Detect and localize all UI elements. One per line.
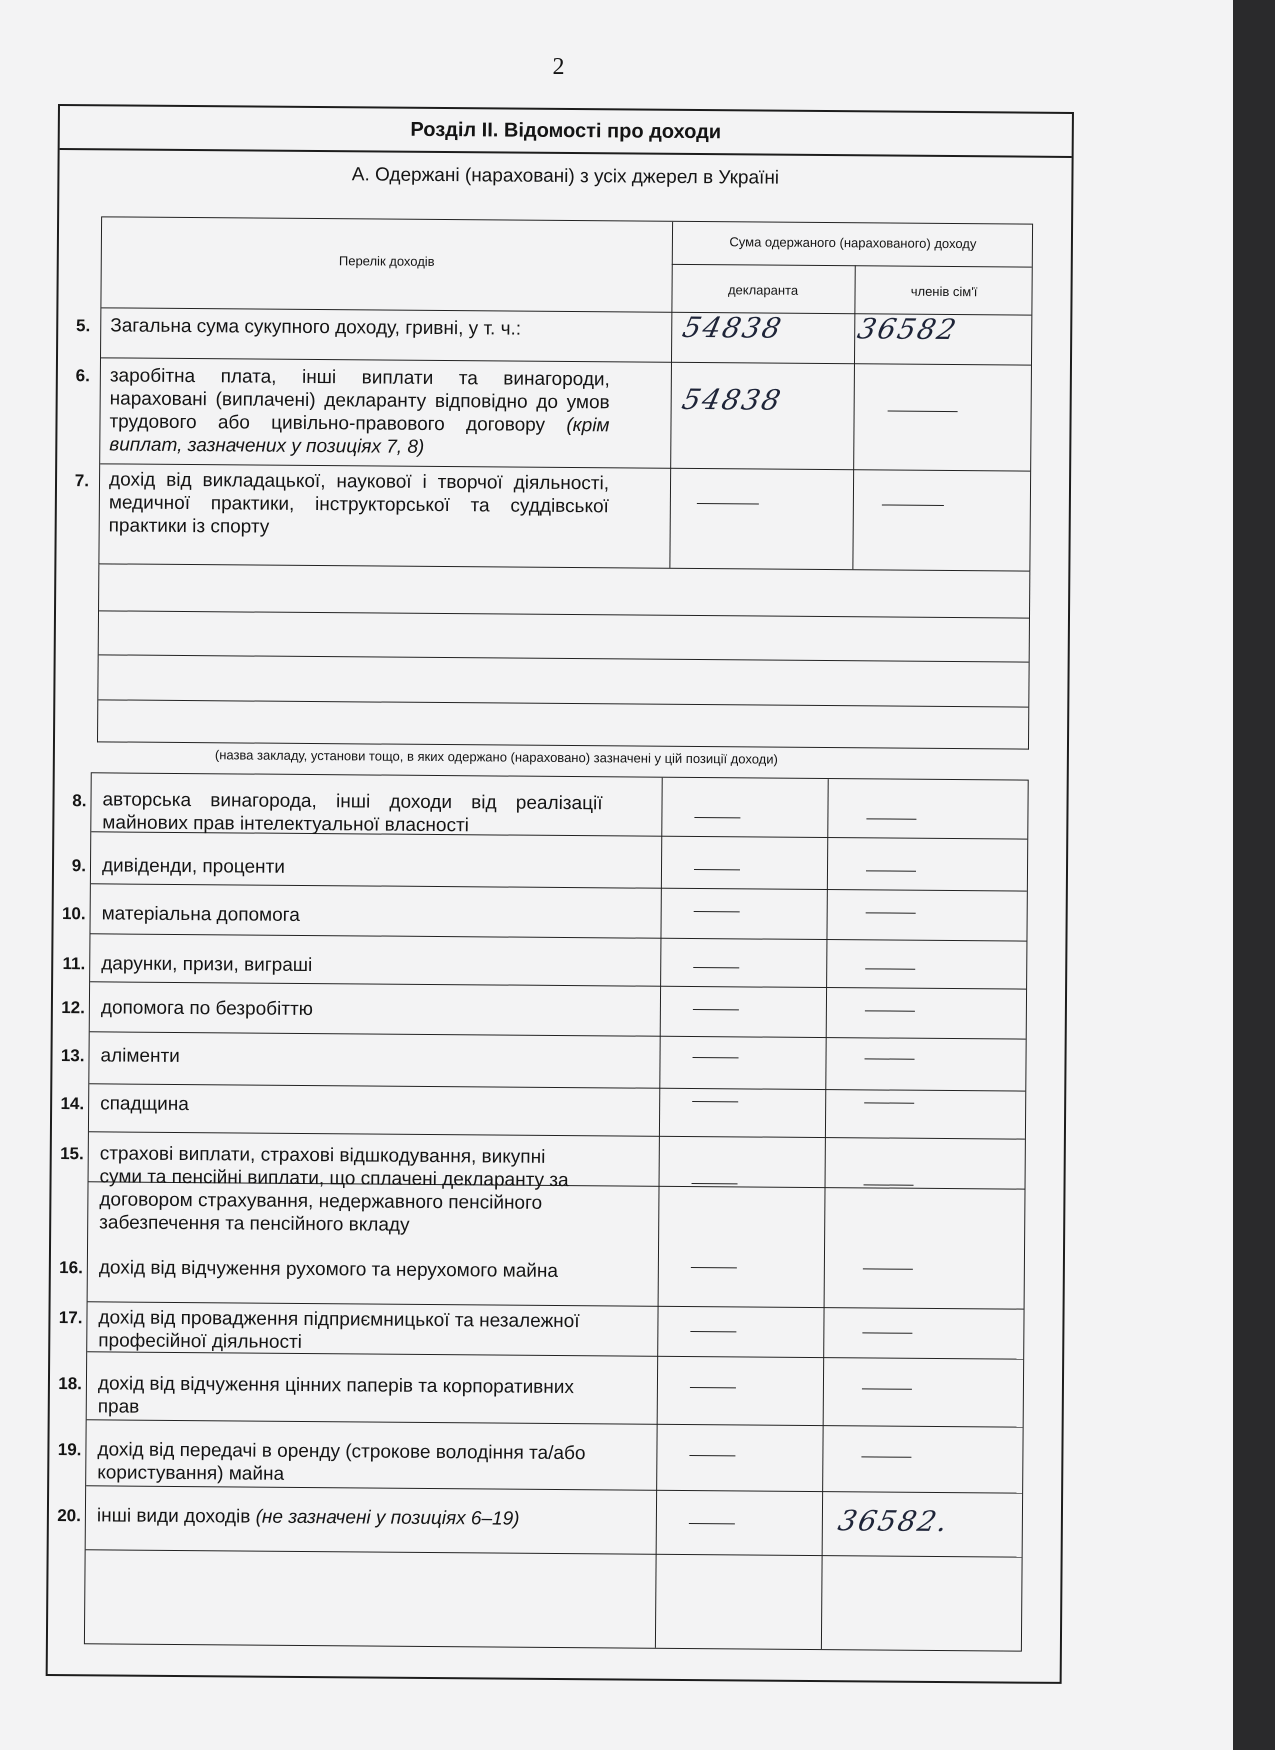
row-number: 11. (62, 954, 86, 974)
row-number: 17. (58, 1308, 83, 1328)
row-label: авторська винагорода, інші доходи від реалізації майнових прав інтелектуальної власності (102, 789, 603, 837)
header-col-family: членів сім'ї (910, 283, 978, 300)
section-frame (46, 104, 1074, 1684)
row-number: 6. (75, 366, 90, 386)
row-number: 7. (74, 471, 90, 491)
subsection-letter: А (351, 164, 365, 186)
row-label: матеріальна допомога (101, 903, 300, 926)
row-number: 19. (57, 1440, 82, 1460)
row-label: дохід від передачі в оренду (строкове володіння та/або користування) майна (97, 1439, 586, 1485)
row-number: 12. (61, 998, 85, 1018)
scan-dark-edge (1233, 0, 1275, 1750)
row-number: 5. (75, 316, 91, 336)
row-number: 9. (71, 856, 87, 876)
institution-caption: (назва закладу, установи тощо, в яких одержано (нараховано) зазначені у цій позиції доходи) (214, 747, 778, 767)
subsection-title (59, 162, 1071, 192)
row-label: дохід від викладацької, наукової і творчої діяльності, медичної практики, інструкторської та суддівської практики із спорту (108, 469, 610, 538)
row-label: дивіденди, проценти (101, 855, 285, 878)
handwritten-declarant-amount: 54838 (679, 382, 786, 417)
row-number: 10. (61, 904, 86, 924)
row-number: 13. (60, 1046, 85, 1066)
row-label: інші види доходів (не зазначені у позиціях 6–19) (96, 1505, 520, 1530)
section-title: Розділ ІІ. Відомості про доходи (60, 106, 1072, 158)
handwritten-declarant-amount: 54838 (679, 310, 786, 345)
header-sum-label: Сума одержаного (нарахованого) доходу (729, 234, 977, 252)
header-list-label: Перелік доходів (338, 253, 435, 269)
row-number: 15. (60, 1144, 84, 1164)
handwritten-family-amount: 36582. (835, 1504, 953, 1539)
row-number: 8. (72, 791, 87, 811)
subsection-text: . Одержані (нараховані) з усіх джерел в Україні (364, 164, 780, 189)
row-label: заробітна плата, інші виплати та винагороди, нараховані (виплачені) декларанту відповідно до умов трудового або цивільно-правового договору (крім виплат, зазначених у позиціях 7, 8) (109, 365, 610, 458)
row-label: страхові виплати, страхові відшкодування, викупні суми та пенсійні виплати, що сплачені декларанту за договором страхування, недержавного пенсійного забезпечення та пенсійного вкладу (99, 1143, 569, 1236)
institution-rows (97, 564, 1030, 749)
row-label: спадщина (100, 1093, 189, 1116)
row-label: дохід від відчуження цінних паперів та корпоративних прав (97, 1373, 575, 1418)
row-number: 18. (58, 1374, 83, 1394)
handwritten-family-amount: 36582 (854, 312, 961, 347)
row-label: допомога по безробіттю (100, 997, 314, 1021)
row-number: 16. (59, 1258, 83, 1278)
row-number: 20. (57, 1506, 81, 1526)
row-label: аліменти (100, 1045, 180, 1067)
row-number: 14. (60, 1094, 85, 1114)
row-label: Загальна сума сукупного доходу, гривні, у т. ч.: (110, 315, 522, 340)
row-label: дарунки, призи, виграші (101, 953, 313, 977)
row-label: дохід від провадження підприємницької та незалежної професійної діяльності (98, 1307, 580, 1353)
page-number: 2 (552, 54, 565, 80)
header-col-declarant: декларанта (727, 282, 799, 298)
row-label: дохід від відчуження рухомого та нерухомого майна (98, 1257, 559, 1282)
